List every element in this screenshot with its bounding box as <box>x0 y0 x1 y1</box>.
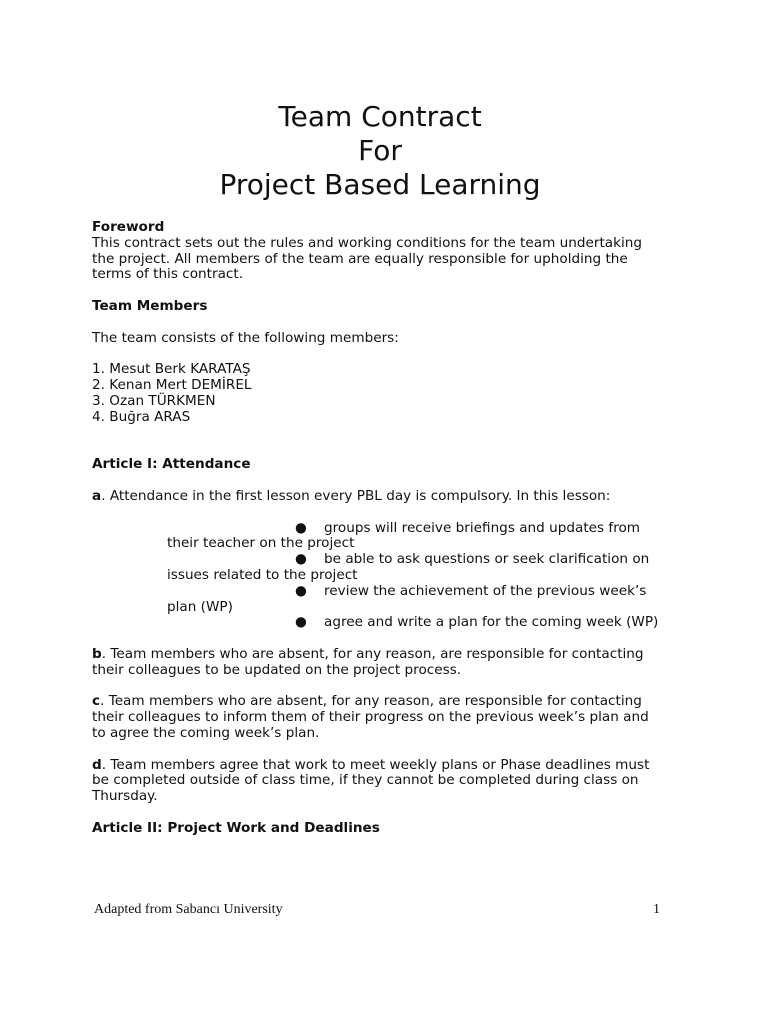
bullet-icon: ● <box>295 519 307 536</box>
clause-a-text: . Attendance in the first lesson every PBL day is compulsory. In this lesson: <box>101 487 611 504</box>
clause-c-line: their colleagues to inform them of their progress on the previous week’s plan and <box>92 709 649 726</box>
clause-a <box>92 489 682 505</box>
document-title <box>0 100 760 202</box>
article-1-heading: Article I: Attendance <box>92 456 251 473</box>
clause-c <box>92 694 682 710</box>
bullet-item <box>167 552 682 584</box>
team-member: 1. Mesut Berk KARATAŞ <box>92 361 251 378</box>
article-2-heading: Article II: Project Work and Deadlines <box>92 819 380 836</box>
team-intro: The team consists of the following members: <box>92 329 399 346</box>
document-body <box>92 220 682 836</box>
title-line-1: Team Contract <box>278 100 482 133</box>
bullet-item <box>167 584 682 616</box>
attendance-bullet-list <box>167 521 682 632</box>
team-member: 3. Ozan TÜRKMEN <box>92 392 216 409</box>
bullet-text-cont: plan (WP) <box>167 598 233 615</box>
bullet-item <box>167 521 682 553</box>
foreword-line: This contract sets out the rules and working conditions for the team undertaking <box>92 234 643 251</box>
bullet-icon: ● <box>295 551 307 568</box>
clause-c-letter: c <box>92 693 101 710</box>
footer-attribution: Adapted from Sabancı University <box>94 902 283 917</box>
clause-a-letter: a <box>92 487 102 504</box>
clause-c-text: . Team members who are absent, for any reason, are responsible for contacting <box>100 693 642 710</box>
clause-d <box>92 758 682 774</box>
bullet-item <box>167 615 682 631</box>
clause-b-text: . Team members who are absent, for any reason, are responsible for contacting <box>101 645 644 662</box>
page-number: 1 <box>653 902 660 917</box>
team-member: 4. Buğra ARAS <box>92 408 191 425</box>
team-member: 2. Kenan Mert DEMİREL <box>92 376 252 393</box>
bullet-text: review the achievement of the previous week’s <box>324 582 647 599</box>
clause-b-line: their colleagues to be updated on the project process. <box>92 661 462 678</box>
bullet-icon: ● <box>295 614 307 631</box>
bullet-text: agree and write a plan for the coming week (WP) <box>324 614 659 631</box>
title-line-2: For <box>358 134 402 167</box>
clause-d-text: . Team members agree that work to meet weekly plans or Phase deadlines must <box>101 756 650 773</box>
clause-d-line: Thursday. <box>92 788 158 805</box>
foreword-heading: Foreword <box>92 219 165 235</box>
clause-d-line: be completed outside of class time, if they cannot be completed during class on <box>92 772 639 789</box>
bullet-text: be able to ask questions or seek clarification on <box>324 551 650 568</box>
bullet-text: groups will receive briefings and updates from <box>324 519 641 536</box>
foreword-line: terms of this contract. <box>92 266 244 283</box>
team-members-heading: Team Members <box>92 297 208 314</box>
clause-d-letter: d <box>92 756 102 773</box>
bullet-text-cont: their teacher on the project <box>167 535 355 552</box>
clause-b-letter: b <box>92 645 102 662</box>
bullet-text-cont: issues related to the project <box>167 566 358 583</box>
bullet-icon: ● <box>295 582 307 599</box>
title-line-3: Project Based Learning <box>219 168 541 201</box>
foreword-line: the project. All members of the team are equally responsible for upholding the <box>92 250 628 267</box>
clause-b <box>92 647 682 663</box>
clause-c-line: to agree the coming week’s plan. <box>92 724 320 741</box>
